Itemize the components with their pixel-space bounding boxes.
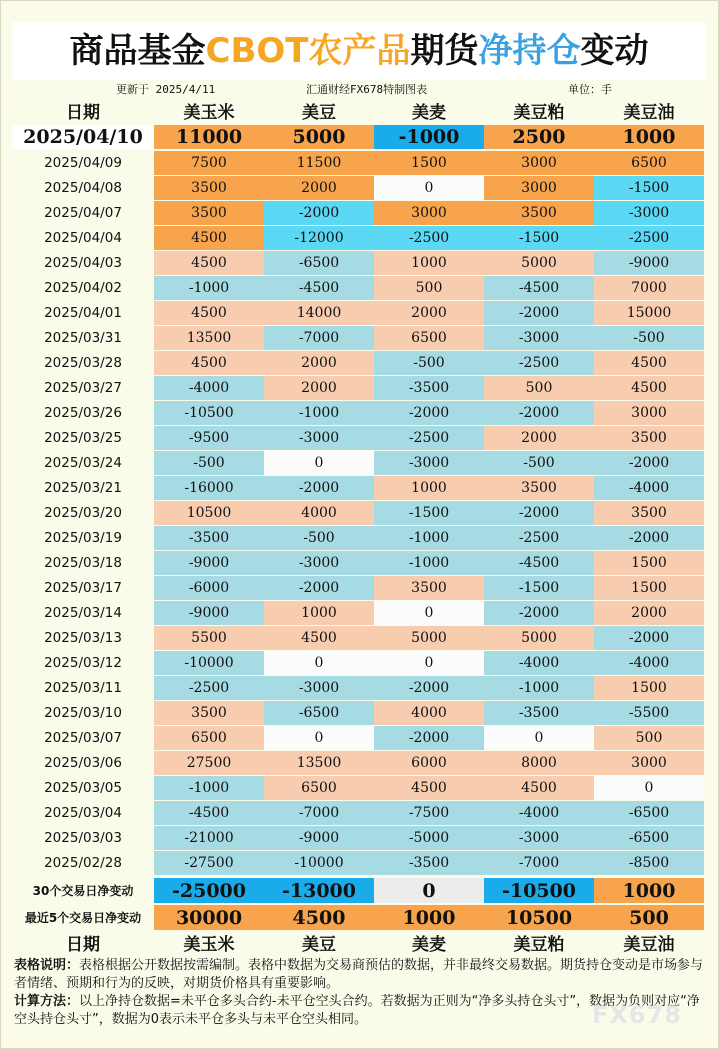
- row-value-corn: 13500: [154, 326, 264, 351]
- latest-value-soybean: 5000: [264, 123, 374, 151]
- row-value-soybean: 1000: [264, 601, 374, 626]
- latest-value-soymeal: 2500: [484, 123, 594, 151]
- row-value-soybean: 13500: [264, 751, 374, 776]
- unit-label: 单位：手: [568, 83, 612, 96]
- row-value-soyoil: 6500: [594, 151, 704, 176]
- row-value-corn: -6000: [154, 576, 264, 601]
- row-value-soyoil: -6500: [594, 826, 704, 851]
- row-value-soybean: 14000: [264, 301, 374, 326]
- summary-label: 最近5个交易日净变动: [12, 903, 154, 930]
- row-value-corn: 4500: [154, 251, 264, 276]
- row-value-soymeal: -2000: [484, 601, 594, 626]
- table-row: [12, 326, 704, 351]
- table-row: [12, 276, 704, 301]
- row-date: 2025/04/07: [12, 201, 154, 226]
- row-value-corn: -27500: [154, 851, 264, 876]
- table-row: [12, 701, 704, 726]
- row-date: 2025/03/04: [12, 801, 154, 826]
- row-value-corn: -9000: [154, 601, 264, 626]
- row-value-corn: -4000: [154, 376, 264, 401]
- row-value-corn: 5500: [154, 626, 264, 651]
- summary-value-soymeal: 10500: [484, 903, 594, 930]
- row-value-soybean: 6500: [264, 776, 374, 801]
- row-value-soyoil: 7000: [594, 276, 704, 301]
- page-title: [12, 22, 706, 80]
- row-value-corn: 27500: [154, 751, 264, 776]
- row-value-soybean: -2000: [264, 476, 374, 501]
- row-value-soymeal: -3500: [484, 701, 594, 726]
- watermark-logo: FX678: [592, 1001, 682, 1029]
- row-value-soyoil: 500: [594, 726, 704, 751]
- table-row: [12, 651, 704, 676]
- row-date: 2025/03/05: [12, 776, 154, 801]
- updated-date: 更新于 2025/4/11: [116, 83, 216, 96]
- row-value-soymeal: 4500: [484, 776, 594, 801]
- row-value-soybean: -3000: [264, 676, 374, 701]
- row-value-corn: -9000: [154, 551, 264, 576]
- latest-value-corn: 11000: [154, 123, 264, 151]
- row-date: 2025/04/03: [12, 251, 154, 276]
- summary-value-corn: -25000: [154, 876, 264, 903]
- row-value-soyoil: 3000: [594, 751, 704, 776]
- table-row: [12, 776, 704, 801]
- table-row: [12, 201, 704, 226]
- row-value-soyoil: -9000: [594, 251, 704, 276]
- row-date: 2025/02/28: [12, 851, 154, 876]
- title-part-change: 变动: [580, 31, 649, 71]
- row-value-soyoil: 4500: [594, 376, 704, 401]
- notes-description-text: 表格根据公开数据按需编制。表格中数据为交易商预估的数据，并非最终交易数据。期货持仓变动是市场参与者情绪、预期和行为的反映，对期货价格具有重要影响。: [14, 958, 704, 991]
- row-date: 2025/03/21: [12, 476, 154, 501]
- footer-cell-soymeal: 美豆粕: [484, 930, 594, 955]
- row-value-soybean: -6500: [264, 251, 374, 276]
- row-date: 2025/03/14: [12, 601, 154, 626]
- table-row: [12, 151, 704, 176]
- row-value-wheat: 3000: [374, 201, 484, 226]
- row-value-soymeal: -3000: [484, 826, 594, 851]
- row-date: 2025/03/07: [12, 726, 154, 751]
- row-value-soymeal: -2500: [484, 526, 594, 551]
- row-value-soybean: 11500: [264, 151, 374, 176]
- row-value-corn: -2500: [154, 676, 264, 701]
- row-date: 2025/03/26: [12, 401, 154, 426]
- row-value-soyoil: -2000: [594, 626, 704, 651]
- row-value-soyoil: -4000: [594, 651, 704, 676]
- table-row: [12, 426, 704, 451]
- row-value-soymeal: 8000: [484, 751, 594, 776]
- row-value-corn: 3500: [154, 201, 264, 226]
- row-value-corn: 10500: [154, 501, 264, 526]
- footer-cell-soybean: 美豆: [264, 930, 374, 955]
- table-row: [12, 726, 704, 751]
- summary-value-wheat: 1000: [374, 903, 484, 930]
- row-value-soyoil: 4500: [594, 351, 704, 376]
- row-value-soymeal: -2000: [484, 501, 594, 526]
- row-value-soymeal: -3000: [484, 326, 594, 351]
- row-date: 2025/03/27: [12, 376, 154, 401]
- row-value-soyoil: 3000: [594, 401, 704, 426]
- row-value-soyoil: 1500: [594, 551, 704, 576]
- table-row: [12, 526, 704, 551]
- row-date: 2025/03/18: [12, 551, 154, 576]
- latest-value-soyoil: 1000: [594, 123, 704, 151]
- row-value-soybean: -6500: [264, 701, 374, 726]
- row-value-soyoil: 3500: [594, 501, 704, 526]
- row-value-wheat: -3500: [374, 851, 484, 876]
- table-row: [12, 351, 704, 376]
- row-value-soybean: -1000: [264, 401, 374, 426]
- row-value-wheat: 1000: [374, 251, 484, 276]
- table-row: [12, 376, 704, 401]
- row-value-soybean: 4500: [264, 626, 374, 651]
- row-value-corn: 7500: [154, 151, 264, 176]
- footer-cell-wheat: 美麦: [374, 930, 484, 955]
- row-value-corn: 6500: [154, 726, 264, 751]
- row-value-soyoil: -8500: [594, 851, 704, 876]
- row-value-soybean: -3000: [264, 426, 374, 451]
- row-value-soyoil: -1500: [594, 176, 704, 201]
- table-row: [12, 851, 704, 876]
- row-value-wheat: -1500: [374, 501, 484, 526]
- row-value-soymeal: 3000: [484, 176, 594, 201]
- row-value-corn: -3500: [154, 526, 264, 551]
- row-value-soyoil: -5500: [594, 701, 704, 726]
- row-value-corn: -21000: [154, 826, 264, 851]
- table-row: [12, 176, 704, 201]
- header-cell-wheat: 美麦: [374, 98, 484, 123]
- row-value-soymeal: 5000: [484, 626, 594, 651]
- row-value-wheat: -7500: [374, 801, 484, 826]
- summary-value-soymeal: -10500: [484, 876, 594, 903]
- row-value-corn: -10500: [154, 401, 264, 426]
- row-value-soybean: -4500: [264, 276, 374, 301]
- row-value-soymeal: -4000: [484, 801, 594, 826]
- row-value-soybean: -2000: [264, 201, 374, 226]
- latest-row: [12, 123, 704, 151]
- table-row: [12, 501, 704, 526]
- row-value-wheat: -2000: [374, 726, 484, 751]
- row-date: 2025/03/24: [12, 451, 154, 476]
- title-part-commodity-fund: 商品基金: [69, 31, 206, 71]
- row-value-soymeal: -2500: [484, 351, 594, 376]
- row-date: 2025/03/28: [12, 351, 154, 376]
- header-cell-soymeal: 美豆粕: [484, 98, 594, 123]
- row-value-corn: 4500: [154, 226, 264, 251]
- row-value-soybean: -9000: [264, 826, 374, 851]
- row-value-soymeal: 0: [484, 726, 594, 751]
- latest-date: 2025/04/10: [12, 123, 154, 151]
- row-value-soybean: 2000: [264, 376, 374, 401]
- row-value-soyoil: -4000: [594, 476, 704, 501]
- table-row: [12, 626, 704, 651]
- table-row: [12, 826, 704, 851]
- row-value-wheat: -3000: [374, 451, 484, 476]
- row-value-soyoil: -3000: [594, 201, 704, 226]
- table-row: [12, 476, 704, 501]
- row-date: 2025/03/19: [12, 526, 154, 551]
- row-value-wheat: -2500: [374, 226, 484, 251]
- notes-method-label: 计算方法：: [14, 994, 80, 1009]
- row-value-wheat: 6000: [374, 751, 484, 776]
- row-date: 2025/03/20: [12, 501, 154, 526]
- row-date: 2025/03/17: [12, 576, 154, 601]
- row-value-wheat: -5000: [374, 826, 484, 851]
- row-value-wheat: -1000: [374, 551, 484, 576]
- footer-cell-corn: 美玉米: [154, 930, 264, 955]
- table-row: [12, 801, 704, 826]
- row-value-soymeal: 3500: [484, 201, 594, 226]
- net-position-table: [12, 98, 704, 955]
- summary-row: [12, 903, 704, 930]
- row-value-corn: -4500: [154, 801, 264, 826]
- footer-cell-date: 日期: [12, 930, 154, 955]
- header-cell-corn: 美玉米: [154, 98, 264, 123]
- row-value-soyoil: -6500: [594, 801, 704, 826]
- row-value-soyoil: 2000: [594, 601, 704, 626]
- row-value-soymeal: -2000: [484, 401, 594, 426]
- row-value-wheat: -2000: [374, 676, 484, 701]
- table-row: [12, 551, 704, 576]
- row-value-soyoil: -2000: [594, 526, 704, 551]
- row-value-wheat: -2500: [374, 426, 484, 451]
- row-value-soymeal: -1000: [484, 676, 594, 701]
- table-row: [12, 401, 704, 426]
- table-row: [12, 576, 704, 601]
- row-value-soymeal: 5000: [484, 251, 594, 276]
- summary-label: 30个交易日净变动: [12, 876, 154, 903]
- footer-cell-soyoil: 美豆油: [594, 930, 704, 955]
- row-date: 2025/03/25: [12, 426, 154, 451]
- row-value-soymeal: -4500: [484, 276, 594, 301]
- row-date: 2025/03/12: [12, 651, 154, 676]
- row-date: 2025/04/01: [12, 301, 154, 326]
- row-value-corn: 3500: [154, 701, 264, 726]
- row-value-wheat: -1000: [374, 526, 484, 551]
- summary-value-corn: 30000: [154, 903, 264, 930]
- row-date: 2025/04/09: [12, 151, 154, 176]
- row-value-corn: -10000: [154, 651, 264, 676]
- row-value-soyoil: 1500: [594, 576, 704, 601]
- row-value-soymeal: 3500: [484, 476, 594, 501]
- header-cell-date: 日期: [12, 98, 154, 123]
- row-value-soymeal: -4000: [484, 651, 594, 676]
- summary-value-soybean: -13000: [264, 876, 374, 903]
- row-value-soymeal: -1500: [484, 226, 594, 251]
- row-value-soybean: -7000: [264, 326, 374, 351]
- row-date: 2025/03/10: [12, 701, 154, 726]
- row-value-soyoil: -2000: [594, 451, 704, 476]
- row-value-wheat: 500: [374, 276, 484, 301]
- row-value-wheat: 0: [374, 651, 484, 676]
- row-date: 2025/03/13: [12, 626, 154, 651]
- summary-value-soyoil: 1000: [594, 876, 704, 903]
- row-value-corn: -1000: [154, 776, 264, 801]
- summary-value-wheat: 0: [374, 876, 484, 903]
- summary-value-soybean: 4500: [264, 903, 374, 930]
- row-value-soybean: 2000: [264, 176, 374, 201]
- row-value-soybean: -7000: [264, 801, 374, 826]
- title-part-futures: 期货: [410, 31, 479, 71]
- row-value-soymeal: -1500: [484, 576, 594, 601]
- row-value-soymeal: -4500: [484, 551, 594, 576]
- row-value-wheat: -2000: [374, 401, 484, 426]
- row-value-corn: -1000: [154, 276, 264, 301]
- row-value-soyoil: -2500: [594, 226, 704, 251]
- row-value-wheat: 1500: [374, 151, 484, 176]
- chart-source: 汇通财经FX678特制图表: [306, 83, 428, 96]
- row-date: 2025/04/02: [12, 276, 154, 301]
- header-cell-soybean: 美豆: [264, 98, 374, 123]
- row-value-soybean: -12000: [264, 226, 374, 251]
- row-value-corn: -16000: [154, 476, 264, 501]
- row-value-soyoil: -500: [594, 326, 704, 351]
- footer-row: [12, 930, 704, 955]
- summary-value-soyoil: 500: [594, 903, 704, 930]
- row-value-wheat: -500: [374, 351, 484, 376]
- row-value-corn: -500: [154, 451, 264, 476]
- row-value-wheat: 5000: [374, 626, 484, 651]
- table-row: [12, 676, 704, 701]
- row-value-corn: -9500: [154, 426, 264, 451]
- row-date: 2025/03/03: [12, 826, 154, 851]
- row-value-soyoil: 15000: [594, 301, 704, 326]
- row-value-wheat: 0: [374, 601, 484, 626]
- notes-description-label: 表格说明：: [14, 958, 80, 973]
- row-value-soybean: 4000: [264, 501, 374, 526]
- row-value-soymeal: -2000: [484, 301, 594, 326]
- row-value-wheat: 6500: [374, 326, 484, 351]
- row-value-corn: 4500: [154, 351, 264, 376]
- row-value-soyoil: 1500: [594, 676, 704, 701]
- table-row: [12, 226, 704, 251]
- row-value-wheat: 3500: [374, 576, 484, 601]
- row-value-soybean: -3000: [264, 551, 374, 576]
- row-value-wheat: 1000: [374, 476, 484, 501]
- row-value-wheat: 4500: [374, 776, 484, 801]
- title-part-net-position: 净持仓: [478, 31, 581, 71]
- row-value-soymeal: 500: [484, 376, 594, 401]
- row-value-soyoil: 3500: [594, 426, 704, 451]
- row-value-soybean: -500: [264, 526, 374, 551]
- row-date: 2025/03/31: [12, 326, 154, 351]
- row-date: 2025/03/11: [12, 676, 154, 701]
- row-value-soymeal: -7000: [484, 851, 594, 876]
- row-value-soyoil: 0: [594, 776, 704, 801]
- row-value-soybean: 0: [264, 451, 374, 476]
- row-value-soymeal: 2000: [484, 426, 594, 451]
- summary-row: [12, 876, 704, 903]
- row-value-corn: 4500: [154, 301, 264, 326]
- notes-method-text: 以上净持仓数据=未平仓多头合约-未平仓空头合约。若数据为正则为“净多头持仓头寸”，数据为负则对应“净空头持仓头寸”，数据为0表示未平仓多头与未平仓空头相同。: [14, 994, 700, 1027]
- row-value-soybean: 0: [264, 651, 374, 676]
- row-value-soybean: 0: [264, 726, 374, 751]
- row-value-soymeal: -500: [484, 451, 594, 476]
- row-date: 2025/04/04: [12, 226, 154, 251]
- header-row: [12, 98, 704, 123]
- header-cell-soyoil: 美豆油: [594, 98, 704, 123]
- row-value-wheat: 2000: [374, 301, 484, 326]
- title-part-cbot: CBOT农产品: [205, 31, 411, 71]
- table-row: [12, 301, 704, 326]
- row-value-soybean: -10000: [264, 851, 374, 876]
- table-row: [12, 451, 704, 476]
- row-value-soymeal: 3000: [484, 151, 594, 176]
- row-value-wheat: 0: [374, 176, 484, 201]
- notes-description: [14, 957, 706, 993]
- table-row: [12, 751, 704, 776]
- row-value-soybean: 2000: [264, 351, 374, 376]
- row-value-corn: 3500: [154, 176, 264, 201]
- row-date: 2025/03/06: [12, 751, 154, 776]
- row-value-wheat: 4000: [374, 701, 484, 726]
- row-date: 2025/04/08: [12, 176, 154, 201]
- row-value-soybean: -2000: [264, 576, 374, 601]
- row-value-wheat: -3500: [374, 376, 484, 401]
- table-row: [12, 251, 704, 276]
- table-row: [12, 601, 704, 626]
- latest-value-wheat: -1000: [374, 123, 484, 151]
